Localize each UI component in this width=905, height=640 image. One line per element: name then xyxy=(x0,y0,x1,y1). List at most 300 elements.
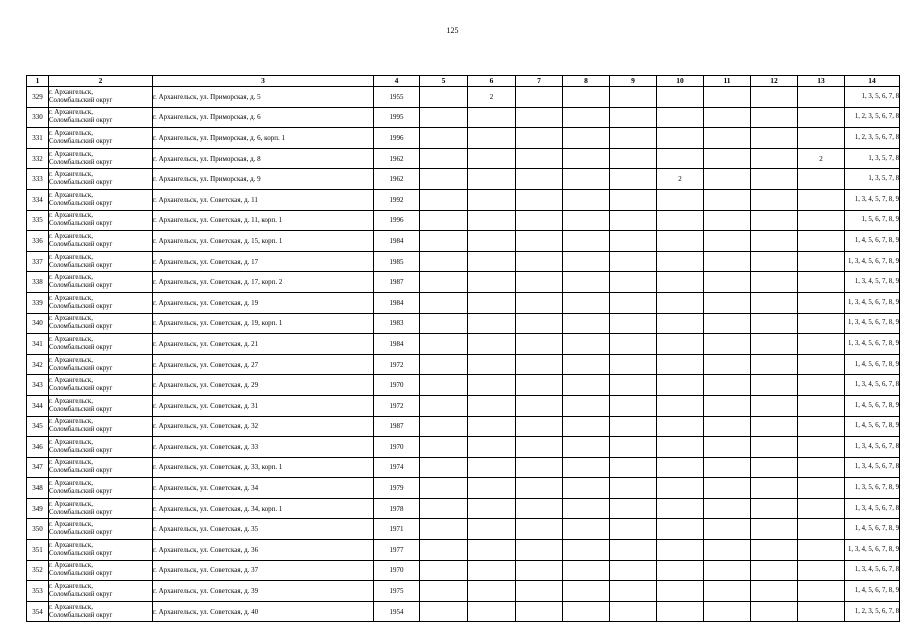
column-7-cell xyxy=(516,189,563,210)
column-5-cell xyxy=(420,313,468,334)
year-cell: 1971 xyxy=(374,519,420,540)
column-12-cell xyxy=(751,519,798,540)
table-row xyxy=(27,210,900,231)
column-8-cell xyxy=(563,498,610,519)
column-14-cell: 1, 4, 5, 6, 7, 8, 9 xyxy=(845,519,900,540)
year-cell: 1955 xyxy=(374,87,420,108)
column-7-cell xyxy=(516,272,563,293)
column-11-cell xyxy=(704,107,751,128)
column-10-cell xyxy=(657,478,704,499)
column-14-cell: 1, 4, 5, 6, 7, 8, 9 xyxy=(845,354,900,375)
column-7-cell xyxy=(516,498,563,519)
column-12-cell xyxy=(751,169,798,190)
column-6-cell xyxy=(468,498,516,519)
district-cell xyxy=(49,560,153,581)
column-6-cell xyxy=(468,457,516,478)
column-9-cell xyxy=(610,128,657,149)
column-10-cell xyxy=(657,498,704,519)
column-12-cell xyxy=(751,272,798,293)
column-7-cell xyxy=(516,292,563,313)
column-header-8: 8 xyxy=(563,76,610,87)
column-5-cell xyxy=(420,107,468,128)
district-cell xyxy=(49,354,153,375)
column-10-cell xyxy=(657,540,704,561)
row-number: 352 xyxy=(27,560,49,581)
table-row xyxy=(27,148,900,169)
district-cell xyxy=(49,169,153,190)
district-line: Соломбальский округ xyxy=(49,137,113,145)
column-11-cell xyxy=(704,540,751,561)
column-13-cell xyxy=(798,313,845,334)
district-line: г. Архангельск, xyxy=(49,603,93,611)
column-11-cell xyxy=(704,272,751,293)
column-8-cell xyxy=(563,540,610,561)
column-12-cell xyxy=(751,601,798,622)
column-8-cell xyxy=(563,231,610,252)
column-10-cell xyxy=(657,148,704,169)
column-11-cell xyxy=(704,457,751,478)
column-5-cell xyxy=(420,540,468,561)
district-line: Соломбальский округ xyxy=(49,179,113,187)
address-cell: г. Архангельск, ул. Приморская, д. 9 xyxy=(153,169,374,190)
district-line: г. Архангельск, xyxy=(49,315,93,323)
district-cell xyxy=(49,519,153,540)
address-cell: г. Архангельск, ул. Приморская, д. 5 xyxy=(153,87,374,108)
column-11-cell xyxy=(704,375,751,396)
column-13-cell xyxy=(798,292,845,313)
column-10-cell xyxy=(657,189,704,210)
column-13-cell xyxy=(798,272,845,293)
year-cell: 1970 xyxy=(374,437,420,458)
district-line: Соломбальский округ xyxy=(49,488,113,496)
district-line: г. Архангельск, xyxy=(49,335,93,343)
district-line: Соломбальский округ xyxy=(49,199,113,207)
year-cell: 1983 xyxy=(374,313,420,334)
year-cell: 1984 xyxy=(374,334,420,355)
district-line: Соломбальский округ xyxy=(49,343,113,351)
district-cell xyxy=(49,272,153,293)
row-number: 347 xyxy=(27,457,49,478)
district-line: Соломбальский округ xyxy=(49,158,113,166)
column-7-cell xyxy=(516,169,563,190)
row-number: 336 xyxy=(27,231,49,252)
row-number: 345 xyxy=(27,416,49,437)
column-6-cell xyxy=(468,540,516,561)
year-cell: 1962 xyxy=(374,169,420,190)
column-11-cell xyxy=(704,478,751,499)
address-cell: г. Архангельск, ул. Советская, д. 34, корп. 1 xyxy=(153,498,374,519)
column-6-cell xyxy=(468,560,516,581)
district-line: Соломбальский округ xyxy=(49,549,113,557)
column-12-cell xyxy=(751,87,798,108)
column-header-2: 2 xyxy=(49,76,153,87)
column-8-cell xyxy=(563,251,610,272)
district-cell xyxy=(49,375,153,396)
column-5-cell xyxy=(420,231,468,252)
table-row xyxy=(27,231,900,252)
column-8-cell xyxy=(563,189,610,210)
column-13-cell xyxy=(798,189,845,210)
column-13-cell xyxy=(798,498,845,519)
column-14-cell: 1, 3, 4, 5, 6, 7, 8, 9 xyxy=(845,292,900,313)
address-cell: г. Архангельск, ул. Приморская, д. 6 xyxy=(153,107,374,128)
district-line: Соломбальский округ xyxy=(49,220,113,228)
district-line: Соломбальский округ xyxy=(49,467,113,475)
column-14-cell: 1, 4, 5, 6, 7, 8, 9 xyxy=(845,395,900,416)
column-9-cell xyxy=(610,210,657,231)
column-6-cell xyxy=(468,189,516,210)
district-cell xyxy=(49,292,153,313)
column-9-cell xyxy=(610,395,657,416)
column-13-cell xyxy=(798,107,845,128)
column-13-cell xyxy=(798,231,845,252)
column-13-cell xyxy=(798,601,845,622)
table-row xyxy=(27,313,900,334)
column-12-cell xyxy=(751,581,798,602)
column-8-cell xyxy=(563,354,610,375)
column-11-cell xyxy=(704,354,751,375)
column-13-cell xyxy=(798,334,845,355)
district-cell xyxy=(49,540,153,561)
district-cell xyxy=(49,87,153,108)
column-13-cell xyxy=(798,128,845,149)
column-6-cell xyxy=(468,148,516,169)
column-13-cell xyxy=(798,478,845,499)
district-line: Соломбальский округ xyxy=(49,261,113,269)
column-6-cell xyxy=(468,128,516,149)
district-line: г. Архангельск, xyxy=(49,253,93,261)
column-6-cell xyxy=(468,375,516,396)
table-row xyxy=(27,601,900,622)
column-6-cell xyxy=(468,272,516,293)
column-14-cell: 1, 3, 4, 5, 6, 7, 8 xyxy=(845,498,900,519)
column-12-cell xyxy=(751,560,798,581)
column-8-cell xyxy=(563,560,610,581)
column-7-cell xyxy=(516,457,563,478)
column-8-cell xyxy=(563,87,610,108)
column-9-cell xyxy=(610,540,657,561)
housing-register-table xyxy=(26,75,900,622)
column-9-cell xyxy=(610,272,657,293)
address-cell: г. Архангельск, ул. Советская, д. 35 xyxy=(153,519,374,540)
column-8-cell xyxy=(563,313,610,334)
district-line: г. Архангельск, xyxy=(49,459,93,467)
column-13-cell xyxy=(798,581,845,602)
row-number: 354 xyxy=(27,601,49,622)
district-line: Соломбальский округ xyxy=(49,117,113,125)
column-14-cell: 1, 2, 3, 5, 6, 7, 8 xyxy=(845,107,900,128)
column-header-10: 10 xyxy=(657,76,704,87)
column-14-cell: 1, 3, 5, 7, 8 xyxy=(845,148,900,169)
column-5-cell xyxy=(420,519,468,540)
row-number: 337 xyxy=(27,251,49,272)
district-line: Соломбальский округ xyxy=(49,240,113,248)
table-row xyxy=(27,128,900,149)
district-line: Соломбальский округ xyxy=(49,364,113,372)
row-number: 343 xyxy=(27,375,49,396)
district-line: г. Архангельск, xyxy=(49,150,93,158)
column-8-cell xyxy=(563,210,610,231)
column-11-cell xyxy=(704,601,751,622)
column-10-cell xyxy=(657,87,704,108)
column-12-cell xyxy=(751,148,798,169)
column-10-cell xyxy=(657,601,704,622)
column-11-cell xyxy=(704,87,751,108)
district-line: Соломбальский округ xyxy=(49,508,113,516)
year-cell: 1974 xyxy=(374,457,420,478)
year-cell: 1987 xyxy=(374,416,420,437)
row-number: 333 xyxy=(27,169,49,190)
address-cell: г. Архангельск, ул. Советская, д. 21 xyxy=(153,334,374,355)
table-row xyxy=(27,272,900,293)
district-line: Соломбальский округ xyxy=(49,611,113,619)
column-11-cell xyxy=(704,148,751,169)
column-8-cell xyxy=(563,292,610,313)
column-6-cell xyxy=(468,107,516,128)
row-number: 331 xyxy=(27,128,49,149)
column-13-cell xyxy=(798,251,845,272)
column-11-cell xyxy=(704,292,751,313)
column-11-cell xyxy=(704,231,751,252)
district-line: г. Архангельск, xyxy=(49,541,93,549)
column-9-cell xyxy=(610,581,657,602)
column-7-cell xyxy=(516,354,563,375)
column-12-cell xyxy=(751,313,798,334)
year-cell: 1972 xyxy=(374,354,420,375)
column-12-cell xyxy=(751,231,798,252)
address-cell: г. Архангельск, ул. Советская, д. 40 xyxy=(153,601,374,622)
column-5-cell xyxy=(420,189,468,210)
row-number: 344 xyxy=(27,395,49,416)
address-cell: г. Архангельск, ул. Советская, д. 37 xyxy=(153,560,374,581)
column-9-cell xyxy=(610,313,657,334)
column-10-cell xyxy=(657,416,704,437)
column-14-cell: 1, 3, 4, 5, 6, 7, 8, 9 xyxy=(845,251,900,272)
header-row xyxy=(27,76,900,87)
year-cell: 1996 xyxy=(374,210,420,231)
district-line: Соломбальский округ xyxy=(49,405,113,413)
column-8-cell xyxy=(563,601,610,622)
row-number: 335 xyxy=(27,210,49,231)
district-line: г. Архангельск, xyxy=(49,397,93,405)
column-13-cell xyxy=(798,87,845,108)
column-7-cell xyxy=(516,87,563,108)
column-header-14: 14 xyxy=(845,76,900,87)
column-6-cell xyxy=(468,210,516,231)
address-cell: г. Архангельск, ул. Советская, д. 15, корп. 1 xyxy=(153,231,374,252)
column-9-cell xyxy=(610,292,657,313)
column-7-cell xyxy=(516,519,563,540)
column-8-cell xyxy=(563,128,610,149)
column-header-9: 9 xyxy=(610,76,657,87)
column-11-cell xyxy=(704,169,751,190)
table-row xyxy=(27,498,900,519)
column-14-cell: 1, 3, 4, 5, 7, 8, 9 xyxy=(845,189,900,210)
table-row xyxy=(27,581,900,602)
year-cell: 1962 xyxy=(374,148,420,169)
column-5-cell xyxy=(420,498,468,519)
column-8-cell xyxy=(563,395,610,416)
column-header-3: 3 xyxy=(153,76,374,87)
table-body xyxy=(27,87,900,622)
address-cell: г. Архангельск, ул. Советская, д. 34 xyxy=(153,478,374,499)
column-5-cell xyxy=(420,292,468,313)
row-number: 339 xyxy=(27,292,49,313)
column-9-cell xyxy=(610,437,657,458)
column-6-cell xyxy=(468,292,516,313)
district-line: г. Архангельск, xyxy=(49,171,93,179)
table-row xyxy=(27,457,900,478)
column-13-cell xyxy=(798,519,845,540)
address-cell: г. Архангельск, ул. Советская, д. 36 xyxy=(153,540,374,561)
column-8-cell xyxy=(563,478,610,499)
table-row xyxy=(27,395,900,416)
column-12-cell xyxy=(751,354,798,375)
column-5-cell xyxy=(420,354,468,375)
district-line: Соломбальский округ xyxy=(49,323,113,331)
district-cell xyxy=(49,334,153,355)
column-6-cell: 2 xyxy=(468,87,516,108)
table-row xyxy=(27,354,900,375)
column-11-cell xyxy=(704,416,751,437)
column-14-cell: 1, 4, 5, 6, 7, 8, 9 xyxy=(845,581,900,602)
column-9-cell xyxy=(610,148,657,169)
district-cell xyxy=(49,107,153,128)
column-10-cell xyxy=(657,581,704,602)
district-cell xyxy=(49,210,153,231)
column-14-cell: 1, 2, 3, 5, 6, 7, 8 xyxy=(845,601,900,622)
column-8-cell xyxy=(563,416,610,437)
year-cell: 1979 xyxy=(374,478,420,499)
column-14-cell: 1, 3, 4, 5, 6, 7, 8 xyxy=(845,560,900,581)
column-7-cell xyxy=(516,334,563,355)
district-line: г. Архангельск, xyxy=(49,418,93,426)
column-14-cell: 1, 3, 4, 5, 6, 7, 8, 9 xyxy=(845,334,900,355)
column-8-cell xyxy=(563,437,610,458)
column-10-cell xyxy=(657,231,704,252)
district-cell xyxy=(49,437,153,458)
column-8-cell xyxy=(563,581,610,602)
column-7-cell xyxy=(516,478,563,499)
district-line: г. Архангельск, xyxy=(49,212,93,220)
column-11-cell xyxy=(704,519,751,540)
column-13-cell xyxy=(798,169,845,190)
column-6-cell xyxy=(468,437,516,458)
district-cell xyxy=(49,416,153,437)
column-header-4: 4 xyxy=(374,76,420,87)
column-7-cell xyxy=(516,581,563,602)
address-cell: г. Архангельск, ул. Советская, д. 11 xyxy=(153,189,374,210)
page-number: 125 xyxy=(446,26,459,35)
column-5-cell xyxy=(420,581,468,602)
column-11-cell xyxy=(704,437,751,458)
column-12-cell xyxy=(751,395,798,416)
table-row xyxy=(27,334,900,355)
district-cell xyxy=(49,478,153,499)
district-cell xyxy=(49,457,153,478)
column-9-cell xyxy=(610,416,657,437)
table-header xyxy=(27,76,900,87)
column-7-cell xyxy=(516,148,563,169)
column-12-cell xyxy=(751,251,798,272)
column-6-cell xyxy=(468,334,516,355)
row-number: 351 xyxy=(27,540,49,561)
table-row xyxy=(27,560,900,581)
column-header-7: 7 xyxy=(516,76,563,87)
column-header-5: 5 xyxy=(420,76,468,87)
column-11-cell xyxy=(704,498,751,519)
column-7-cell xyxy=(516,601,563,622)
column-12-cell xyxy=(751,416,798,437)
table-row xyxy=(27,478,900,499)
district-line: г. Архангельск, xyxy=(49,88,93,96)
table-row xyxy=(27,292,900,313)
district-line: г. Архангельск, xyxy=(49,109,93,117)
column-9-cell xyxy=(610,375,657,396)
column-9-cell xyxy=(610,251,657,272)
district-line: г. Архангельск, xyxy=(49,356,93,364)
year-cell: 1970 xyxy=(374,560,420,581)
year-cell: 1984 xyxy=(374,292,420,313)
row-number: 349 xyxy=(27,498,49,519)
year-cell: 1970 xyxy=(374,375,420,396)
district-line: Соломбальский округ xyxy=(49,591,113,599)
row-number: 346 xyxy=(27,437,49,458)
column-9-cell xyxy=(610,560,657,581)
table-row xyxy=(27,251,900,272)
district-cell xyxy=(49,581,153,602)
column-5-cell xyxy=(420,560,468,581)
year-cell: 1987 xyxy=(374,272,420,293)
column-14-cell: 1, 3, 4, 5, 6, 7, 8, 9 xyxy=(845,540,900,561)
address-cell: г. Архангельск, ул. Советская, д. 19, корп. 1 xyxy=(153,313,374,334)
column-7-cell xyxy=(516,313,563,334)
column-6-cell xyxy=(468,478,516,499)
column-13-cell xyxy=(798,416,845,437)
column-14-cell: 1, 4, 5, 6, 7, 8, 9 xyxy=(845,231,900,252)
district-cell xyxy=(49,251,153,272)
column-7-cell xyxy=(516,210,563,231)
row-number: 329 xyxy=(27,87,49,108)
column-9-cell xyxy=(610,457,657,478)
column-7-cell xyxy=(516,560,563,581)
column-10-cell xyxy=(657,292,704,313)
column-8-cell xyxy=(563,169,610,190)
address-cell: г. Архангельск, ул. Советская, д. 17 xyxy=(153,251,374,272)
table-row xyxy=(27,107,900,128)
table-row xyxy=(27,87,900,108)
column-12-cell xyxy=(751,292,798,313)
column-13-cell xyxy=(798,354,845,375)
column-6-cell xyxy=(468,601,516,622)
column-5-cell xyxy=(420,601,468,622)
column-14-cell: 1, 3, 5, 7, 8 xyxy=(845,169,900,190)
row-number: 330 xyxy=(27,107,49,128)
table-row xyxy=(27,437,900,458)
district-line: Соломбальский округ xyxy=(49,385,113,393)
column-12-cell xyxy=(751,334,798,355)
year-cell: 1996 xyxy=(374,128,420,149)
row-number: 341 xyxy=(27,334,49,355)
column-10-cell xyxy=(657,457,704,478)
column-10-cell xyxy=(657,395,704,416)
column-12-cell xyxy=(751,189,798,210)
column-6-cell xyxy=(468,251,516,272)
column-5-cell xyxy=(420,478,468,499)
column-5-cell xyxy=(420,395,468,416)
column-12-cell xyxy=(751,540,798,561)
column-14-cell: 1, 3, 4, 5, 6, 7, 8 xyxy=(845,457,900,478)
